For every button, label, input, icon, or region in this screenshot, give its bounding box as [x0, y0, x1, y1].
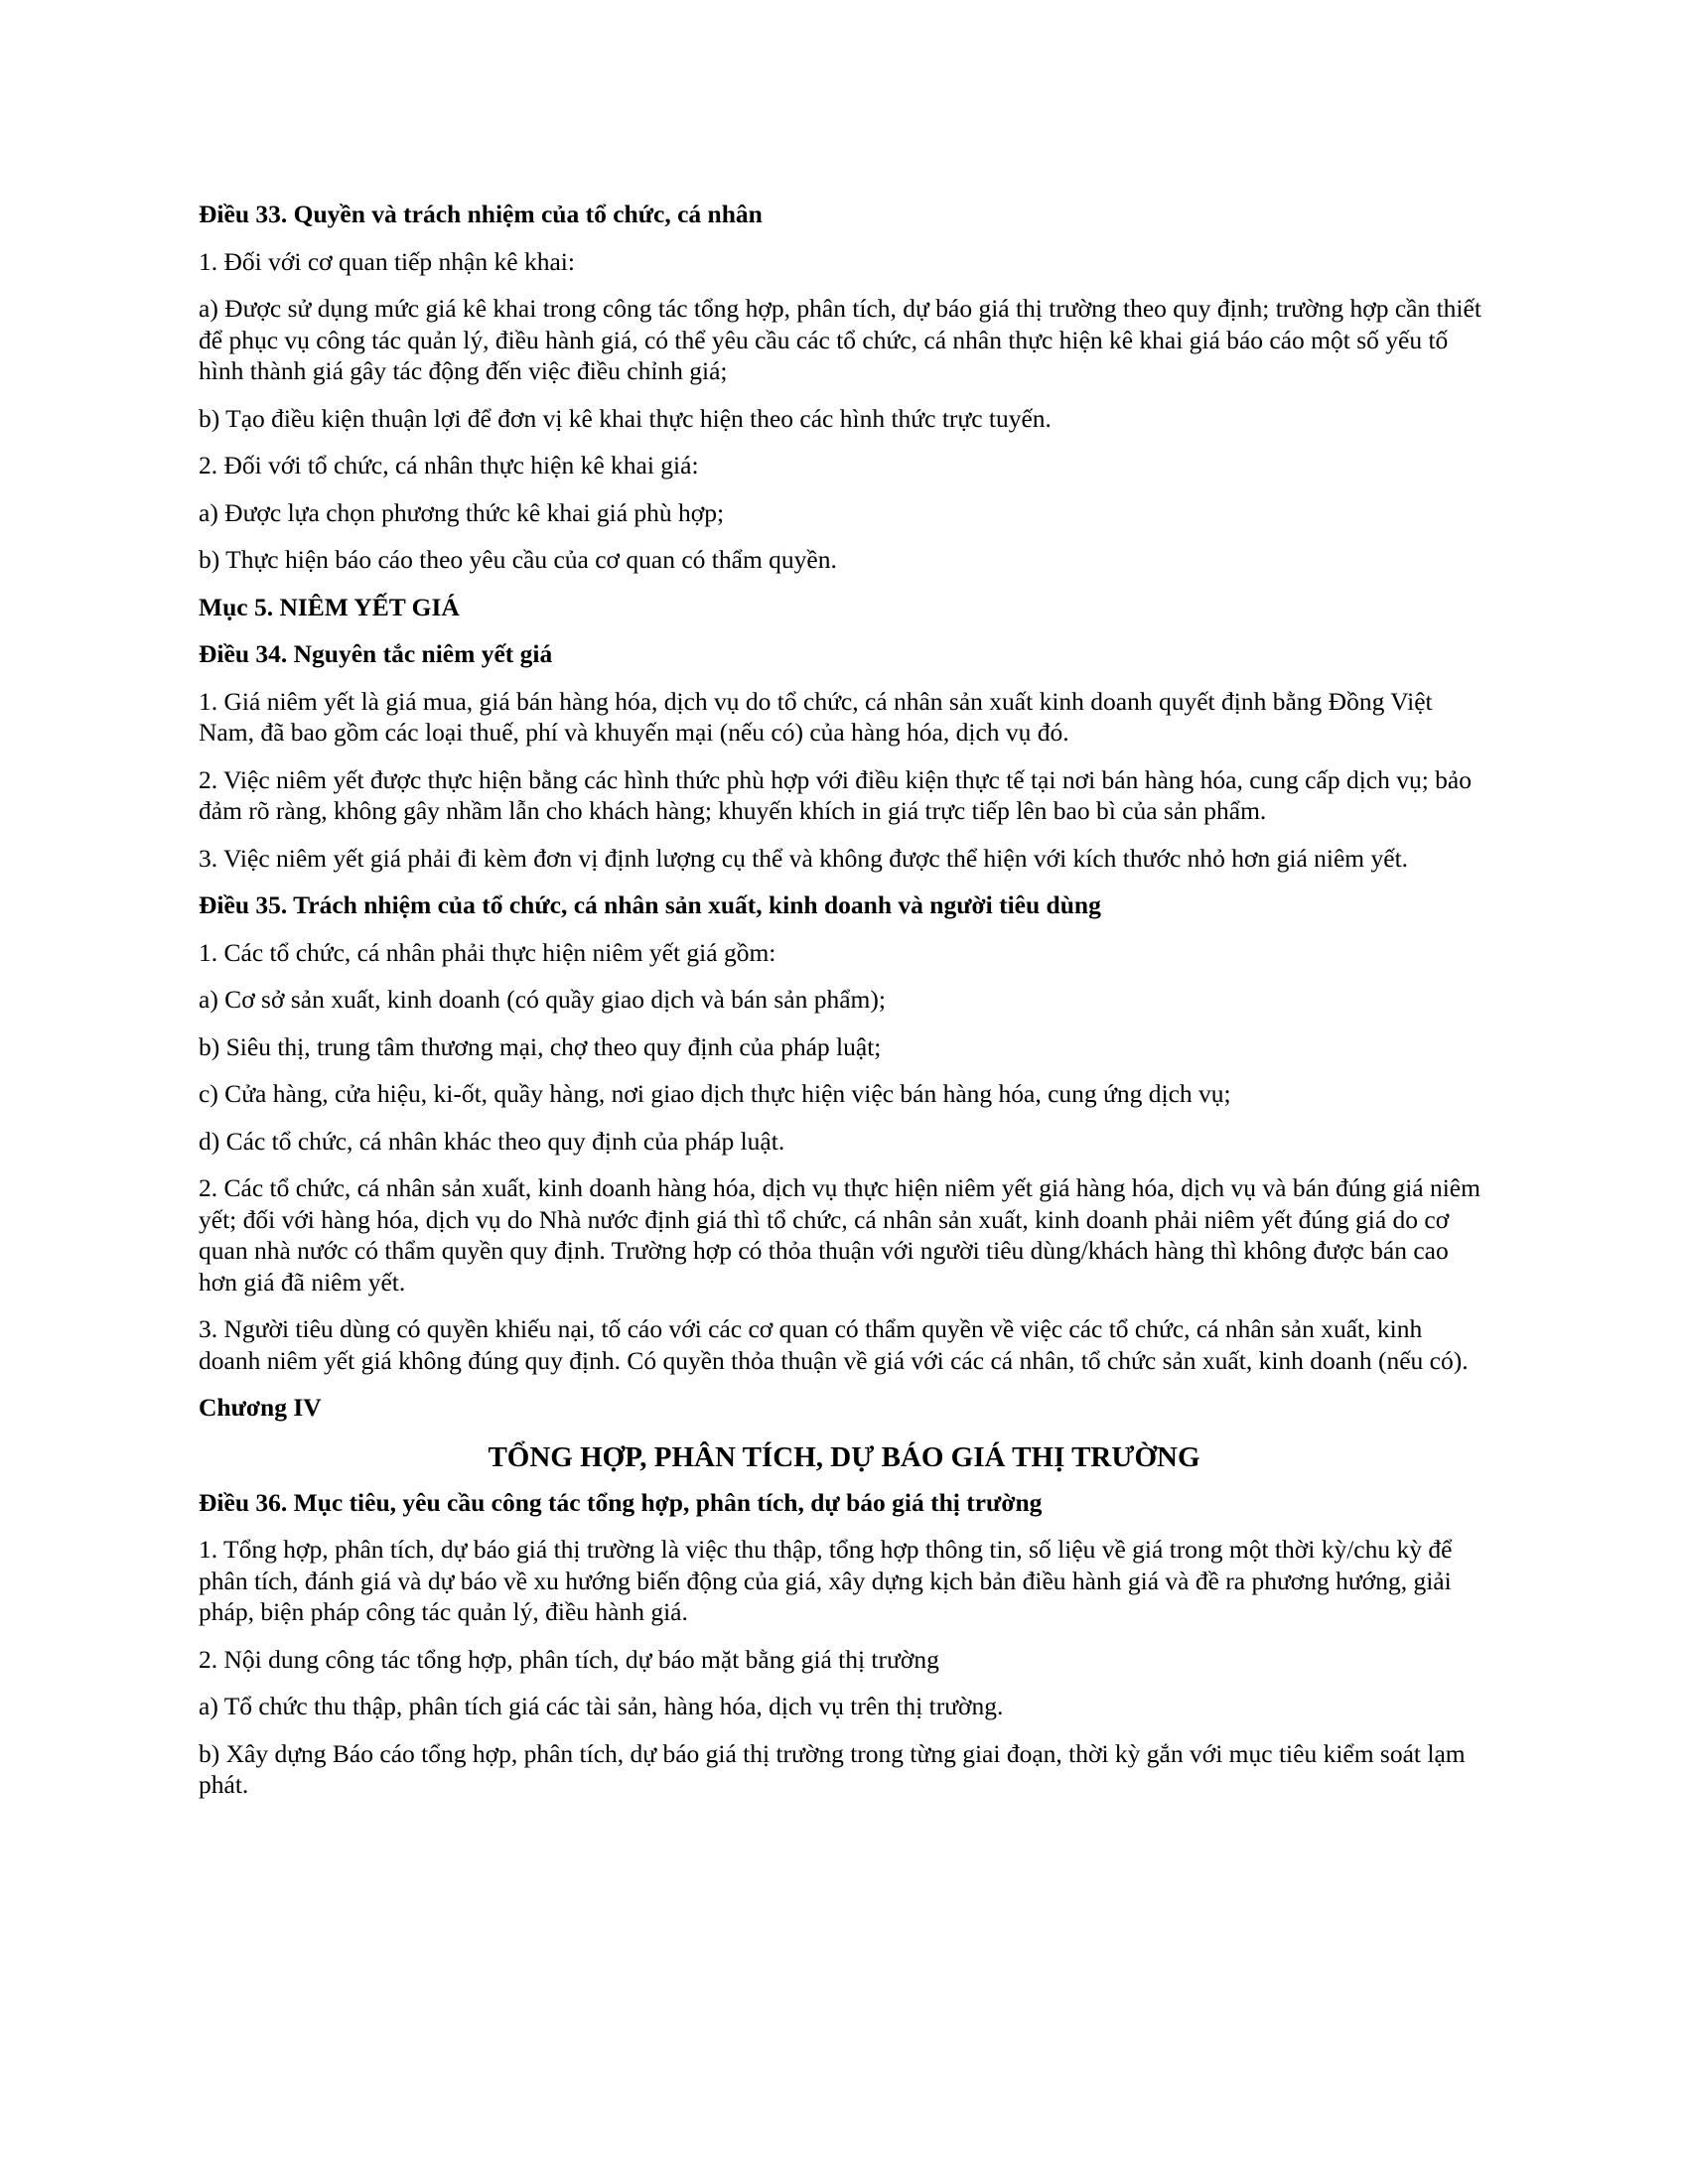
paragraph: a) Cơ sở sản xuất, kinh doanh (có quầy giao dịch và bán sản phẩm); [199, 985, 886, 1014]
paragraph: 2. Việc niêm yết được thực hiện bằng các hình thức phù hợp với điều kiện thực tế tại nơi bán hàng hóa, cung cấp dịch vụ; bảo đảm rõ ràng, không gây nhầm lẫn cho khách hàng; khuyến khích in giá trực tiếp lên bao bì của sản phẩm. [199, 764, 1472, 825]
paragraph: 2. Các tổ chức, cá nhân sản xuất, kinh doanh hàng hóa, dịch vụ thực hiện niêm yết giá hàng hóa, dịch vụ và bán đúng giá niêm yết; đối với hàng hóa, dịch vụ do Nhà nước định giá thì tổ chức, cá nhân sản xuất, kinh doanh phải niêm yết đúng giá do cơ quan nhà nước có thẩm quyền quy định. Trường hợp có thỏa thuận với người tiêu dùng/khách hàng thì không được bán cao hơn giá đã niêm yết. [199, 1173, 1480, 1297]
paragraph: 1. Đối với cơ quan tiếp nhận kê khai: [199, 246, 575, 276]
heading: Điều 33. Quyền và trách nhiệm của tổ chức, cá nhân [199, 200, 763, 228]
paragraph: 3. Người tiêu dùng có quyền khiếu nại, tố cáo với các cơ quan có thẩm quyền về việc các tổ chức, cá nhân sản xuất, kinh doanh niêm yết giá không đúng quy định. Có quyền thỏa thuận về giá với các cá nhân, tổ chức sản xuất, kinh doanh (nếu có). [199, 1314, 1469, 1375]
paragraph: 2. Đối với tổ chức, cá nhân thực hiện kê khai giá: [199, 451, 699, 479]
paragraph: 1. Các tổ chức, cá nhân phải thực hiện niêm yết giá gồm: [199, 937, 776, 967]
paragraph: c) Cửa hàng, cửa hiệu, ki-ốt, quầy hàng, nơi giao dịch thực hiện việc bán hàng hóa, cung ứng dịch vụ; [199, 1079, 1231, 1108]
paragraph: d) Các tổ chức, cá nhân khác theo quy định của pháp luật. [199, 1126, 785, 1156]
heading: Chương IV [199, 1393, 322, 1422]
paragraph: b) Siêu thị, trung tâm thương mại, chợ theo quy định của pháp luật; [199, 1031, 882, 1061]
heading: Điều 34. Nguyên tắc niêm yết giá [199, 639, 553, 668]
paragraph: b) Xây dựng Báo cáo tổng hợp, phân tích, dự báo giá thị trường trong từng giai đoạn, thời kỳ gắn với mục tiêu kiểm soát lạm phát. [199, 1738, 1466, 1799]
heading: Điều 35. Trách nhiệm của tổ chức, cá nhân sản xuất, kinh doanh và người tiêu dùng [199, 890, 1101, 919]
document-page [199, 199, 1489, 1817]
paragraph: a) Được lựa chọn phương thức kê khai giá phù hợp; [199, 497, 725, 527]
paragraph: b) Tạo điều kiện thuận lợi để đơn vị kê khai thực hiện theo các hình thức trực tuyến. [199, 403, 1052, 433]
paragraph: 1. Tổng hợp, phân tích, dự báo giá thị trường là việc thu thập, tổng hợp thông tin, số liệu về giá trong một thời kỳ/chu kỳ để phân tích, đánh giá và dự báo về xu hướng biến động của giá, xây dựng kịch bản điều hành giá và đề ra phương hướng, giải pháp, biện pháp công tác quản lý, điều hành giá. [199, 1535, 1453, 1626]
paragraph: 2. Nội dung công tác tổng hợp, phân tích, dự báo mặt bằng giá thị trường [199, 1644, 939, 1674]
paragraph: a) Tổ chức thu thập, phân tích giá các tài sản, hàng hóa, dịch vụ trên thị trường. [199, 1692, 1004, 1720]
heading: Mục 5. NIÊM YẾT GIÁ [199, 592, 460, 621]
paragraph: 1. Giá niêm yết là giá mua, giá bán hàng hóa, dịch vụ do tổ chức, cá nhân sản xuất kinh doanh quyết định bằng Đồng Việt Nam, đã bao gồm các loại thuế, phí và khuyến mại (nếu có) của hàng hóa, dịch vụ đó. [199, 686, 1433, 747]
paragraph: a) Được sử dụng mức giá kê khai trong công tác tổng hợp, phân tích, dự báo giá thị trường theo quy định; trường hợp cần thiết để phục vụ công tác quản lý, điều hành giá, có thể yêu cầu các tổ chức, cá nhân thực hiện kê khai giá báo cáo một số yếu tố hình thành giá gây tác động đến việc điều chỉnh giá; [199, 294, 1481, 385]
heading: Điều 36. Mục tiêu, yêu cầu công tác tổng hợp, phân tích, dự báo giá thị trường [199, 1487, 1043, 1517]
paragraph: b) Thực hiện báo cáo theo yêu cầu của cơ quan có thẩm quyền. [199, 545, 837, 574]
chapter-title: TỔNG HỢP, PHÂN TÍCH, DỰ BÁO GIÁ THỊ TRƯỜNG [488, 1440, 1200, 1473]
paragraph: 3. Việc niêm yết giá phải đi kèm đơn vị định lượng cụ thể và không được thể hiện với kích thước nhỏ hơn giá niêm yết. [199, 843, 1409, 873]
